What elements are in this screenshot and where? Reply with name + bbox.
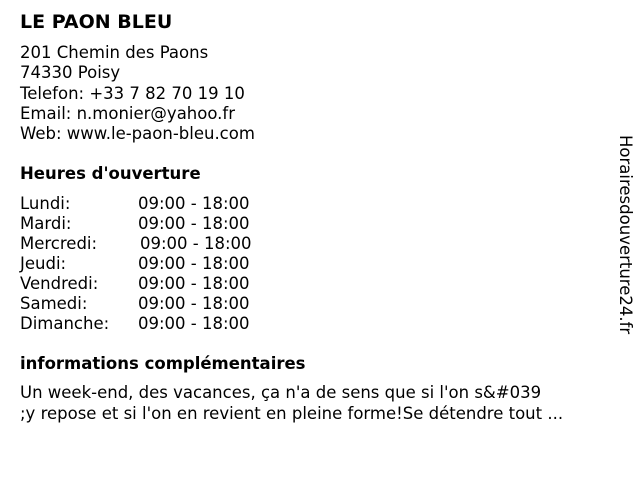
time-range: 09:00 - 18:00	[138, 314, 250, 333]
info-line: Un week-end, des vacances, ça n'a de sens que si l'on s&#039	[20, 383, 542, 402]
address-city: 74330 Poisy	[20, 63, 121, 83]
time-range: 09:00 - 18:00	[138, 194, 250, 213]
day-label: Mardi:	[20, 214, 72, 233]
hours-row-sunday	[20, 314, 280, 334]
hours-row-saturday	[20, 294, 280, 314]
info-heading: informations complémentaires	[20, 354, 306, 373]
web-line: Web: www.le-paon-bleu.com	[20, 124, 255, 144]
email-line: Email: n.monier@yahoo.fr	[20, 103, 235, 123]
hours-row-thursday	[20, 254, 280, 274]
hours-row-monday	[20, 194, 280, 214]
contact-block	[20, 43, 255, 144]
phone-line: Telefon: +33 7 82 70 19 10	[20, 83, 245, 103]
hours-row-wednesday	[20, 234, 280, 254]
hours-row-tuesday	[20, 214, 280, 234]
hours-row-friday	[20, 274, 280, 294]
opening-hours-table	[20, 194, 280, 334]
day-label: Samedi:	[20, 294, 88, 313]
day-label: Mercredi:	[20, 234, 98, 253]
day-label: Jeudi:	[20, 254, 67, 273]
time-range: 09:00 - 18:00	[140, 234, 252, 253]
site-credit: Horairesdouverture24.fr	[616, 135, 635, 335]
day-label: Vendredi:	[20, 274, 99, 293]
time-range: 09:00 - 18:00	[138, 254, 250, 273]
time-range: 09:00 - 18:00	[138, 214, 250, 233]
info-description	[20, 382, 610, 424]
time-range: 09:00 - 18:00	[138, 294, 250, 313]
time-range: 09:00 - 18:00	[138, 274, 250, 293]
business-name: LE PAON BLEU	[20, 11, 173, 33]
day-label: Lundi:	[20, 194, 71, 213]
day-label: Dimanche:	[20, 314, 110, 333]
info-line: ;y repose et si l'on en revient en pleine forme!Se détendre tout ...	[20, 404, 564, 423]
hours-heading: Heures d'ouverture	[20, 164, 201, 183]
address-street: 201 Chemin des Paons	[20, 43, 209, 62]
